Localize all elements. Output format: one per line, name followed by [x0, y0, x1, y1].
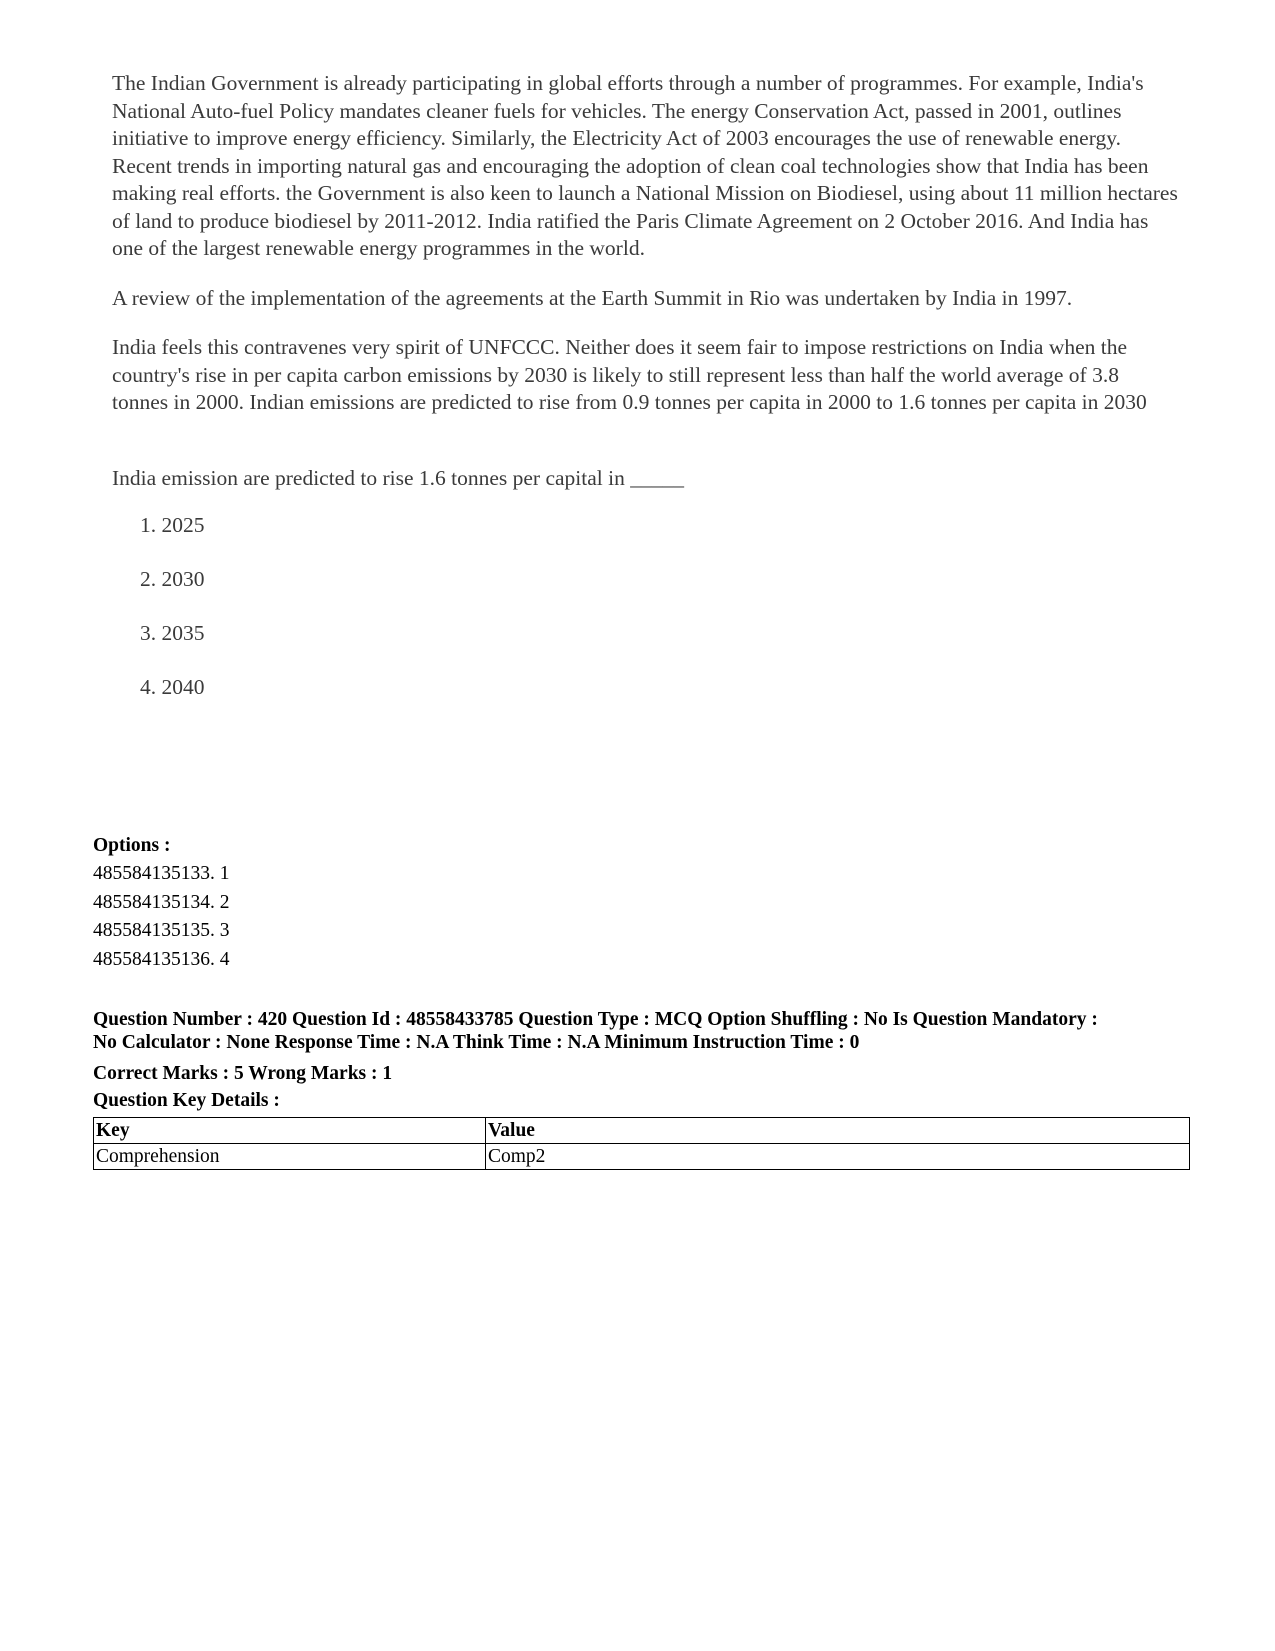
- table-cell: Comp2: [486, 1144, 1190, 1170]
- options-list: [93, 860, 1203, 974]
- question-info-line: No Calculator : None Response Time : N.A Think Time : N.A Minimum Instruction Time : 0: [93, 1032, 860, 1053]
- key-details-heading: Question Key Details :: [93, 1090, 280, 1111]
- question-meta: [93, 832, 1203, 1170]
- table-header-row: [94, 1118, 1190, 1144]
- key-details-table: [93, 1117, 1190, 1170]
- choice-item: 4. 2040: [140, 675, 205, 699]
- table-header-cell: Value: [486, 1118, 1190, 1144]
- choice-item: 1. 2025: [140, 513, 205, 537]
- passage-paragraph: A review of the implementation of the agreements at the Earth Summit in Rio was undertaken by India in 1997.: [112, 285, 1073, 310]
- table-row: [94, 1144, 1190, 1170]
- table-cell: Comprehension: [94, 1144, 486, 1170]
- passage-paragraph: The Indian Government is already participating in global efforts through a number of programmes. For example, India's National Auto-fuel Policy mandates cleaner fuels for vehicles. The energy Conservation Act, passed in 2001, outlines initiative to improve energy efficiency. Similarly, the Electricity Act of 2003 encourages the use of renewable energy. Recent trends in importing natural gas and encouraging the adoption of clean coal technologies show that India has been making real efforts. the Government is also keen to launch a National Mission on Biodiesel, using about 11 million hectares of land to produce biodiesel by 2011-2012. India ratified the Paris Climate Agreement on 2 October 2016. And India has one of the largest renewable energy programmes in the world.: [112, 71, 1178, 260]
- marks-line: Correct Marks : 5 Wrong Marks : 1: [93, 1063, 393, 1084]
- choice-item: 2. 2030: [140, 567, 205, 591]
- passage-paragraph: India feels this contravenes very spirit of UNFCCC. Neither does it seem fair to impose restrictions on India when the country's rise in per capita carbon emissions by 2030 is likely to still represent less than half the world average of 3.8 tonnes in 2000. Indian emissions are predicted to rise from 0.9 tonnes per capita in 2000 to 1.6 tonnes per capita in 2030: [112, 335, 1147, 414]
- option-item: 485584135133. 1: [93, 863, 230, 884]
- passage-image: [100, 70, 1180, 728]
- choice-list: [140, 512, 1180, 702]
- table-header-cell: Key: [94, 1118, 486, 1144]
- option-item: 485584135134. 2: [93, 891, 230, 913]
- option-item: 485584135136. 4: [93, 948, 230, 970]
- options-heading: Options :: [93, 835, 171, 856]
- option-item: 485584135135. 3: [93, 920, 230, 941]
- question-stem: India emission are predicted to rise 1.6 tonnes per capital in _____: [112, 465, 684, 490]
- question-info-line: Question Number : 420 Question Id : 48558433785 Question Type : MCQ Option Shuffling : No Is Question Mandatory :: [93, 1009, 1098, 1030]
- choice-item: 3. 2035: [140, 621, 205, 645]
- question-info: [93, 1008, 1203, 1054]
